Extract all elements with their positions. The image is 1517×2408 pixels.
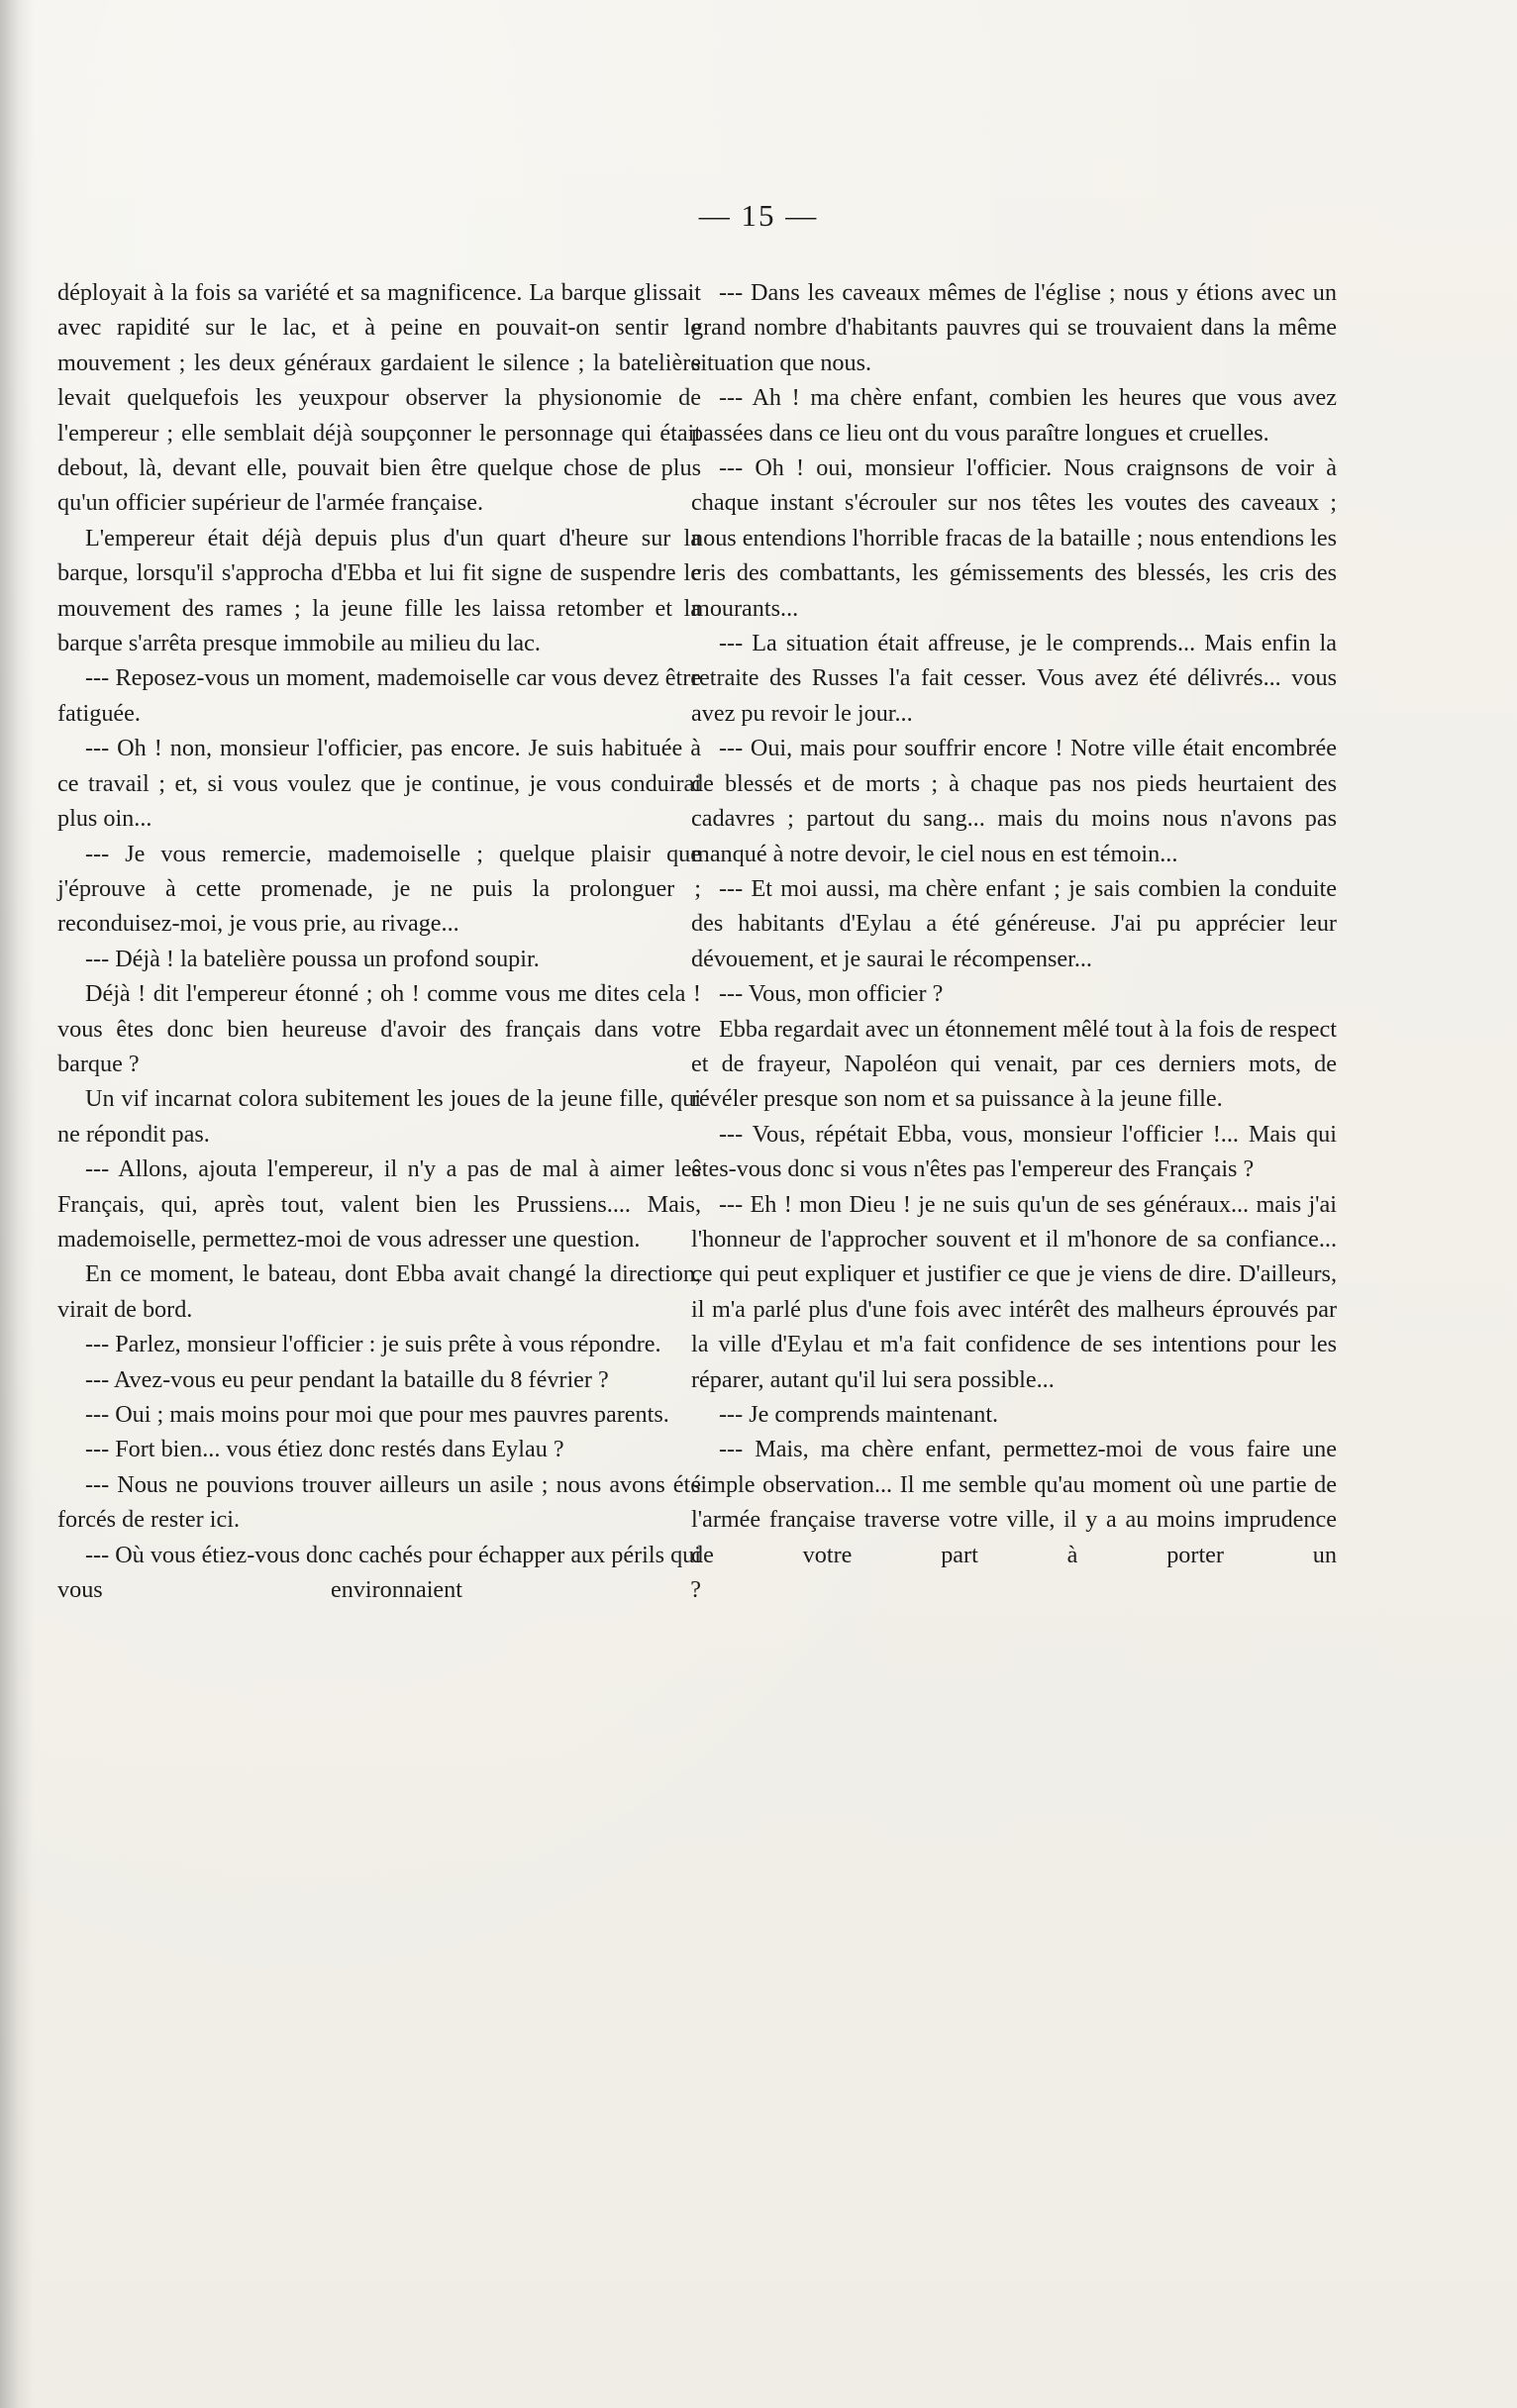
paragraph: --- Fort bien... vous étiez donc restés dans Eylau ? (85, 1436, 564, 1463)
paragraph: --- Parlez, monsieur l'officier : je suis prête à vous répondre. (85, 1331, 661, 1358)
paragraph: --- Je vous remercie, mademoiselle ; quelque plaisir que j'éprouve à cette promenade, je ne puis la prolonguer ; reconduisez-moi, je vous prie, au rivage... (57, 840, 701, 938)
left-text-column (57, 275, 701, 1607)
paragraph: --- Et moi aussi, ma chère enfant ; je sais combien la conduite des habitants d'Eylau a été généreuse. J'ai pu apprécier leur dévouement, et je saurai le récompenser... (691, 874, 1337, 972)
paragraph: --- Mais, ma chère enfant, permettez-moi de vous faire une simple observation... Il me semble qu'au moment où une partie de l'armée française traverse votre ville, il y a au moins imprudence de votre part à porter un (691, 1436, 1337, 1568)
paragraph: --- Reposez-vous un moment, mademoiselle car vous devez être fatiguée. (57, 664, 701, 727)
paragraph: --- Oh ! non, monsieur l'officier, pas encore. Je suis habituée à ce travail ; et, si vous voulez que je continue, je vous conduirai plus oin... (57, 735, 701, 833)
paragraph: --- Je comprends maintenant. (719, 1401, 999, 1428)
paragraph: --- Déjà ! la batelière poussa un profond soupir. (85, 945, 540, 972)
binding-edge-shadow (0, 0, 34, 2408)
paragraph: --- Dans les caveaux mêmes de l'église ; nous y étions avec un grand nombre d'habitants pauvres qui se trouvaient dans la même situation que nous. (691, 279, 1337, 376)
paragraph: En ce moment, le bateau, dont Ebba avait changé la direction, virait de bord. (57, 1260, 701, 1323)
paragraph: déployait à la fois sa variété et sa magnificence. La barque glissait avec rapidité sur le lac, et à peine en pouvait-on sentir le mouvement ; les deux généraux gardaient le silence ; la batelière levait quelquefois les yeuxpour observer la physionomie de l'empereur ; elle semblait déjà soupçonner le personnage qui était debout, là, devant elle, pouvait bien être quelque chose de plus qu'un officier supérieur de l'armée française. (57, 279, 701, 517)
paragraph: Déjà ! dit l'empereur étonné ; oh ! comme vous me dites cela ! vous êtes donc bien heureuse d'avoir des français dans votre barque ? (57, 980, 701, 1077)
paragraph: Ebba regardait avec un étonnement mêlé tout à la fois de respect et de frayeur, Napoléon qui venait, par ces derniers mots, de révéler presque son nom et sa puissance à la jeune fille. (691, 1015, 1337, 1113)
paragraph: --- Oui ; mais moins pour moi que pour mes pauvres parents. (85, 1401, 669, 1428)
paragraph: --- Nous ne pouvions trouver ailleurs un asile ; nous avons été forcés de rester ici. (57, 1470, 701, 1534)
paragraph: --- Ah ! ma chère enfant, combien les heures que vous avez passées dans ce lieu ont du vous paraître longues et cruelles. (691, 384, 1337, 447)
right-text-column (691, 275, 1337, 1572)
page-number: — 15 — (698, 198, 819, 233)
paragraph: L'empereur était déjà depuis plus d'un quart d'heure sur la barque, lorsqu'il s'approcha d'Ebba et lui fit signe de suspendre le mouvement des rames ; la jeune fille les laissa retomber et la barque s'arrêta presque immobile au milieu du lac. (57, 524, 701, 657)
paragraph: --- Oui, mais pour souffrir encore ! Notre ville était encombrée de blessés et de morts ; à chaque pas nos pieds heurtaient des cadavres ; partout du sang... mais du moins nous n'avons pas manqué à notre devoir, le ciel nous en est témoin... (691, 735, 1337, 867)
paragraph: --- Allons, ajouta l'empereur, il n'y a pas de mal à aimer les Français, qui, après tout, valent bien les Prussiens.... Mais, mademoiselle, permettez-moi de vous adresser une question. (57, 1155, 701, 1253)
paragraph: --- Vous, répétait Ebba, vous, monsieur l'officier !... Mais qui êtes-vous donc si vous n'êtes pas l'empereur des Français ? (691, 1120, 1337, 1183)
paragraph: --- La situation était affreuse, je le comprends... Mais enfin la retraite des Russes l'a fait cesser. Vous avez été délivrés... vous avez pu revoir le jour... (691, 630, 1337, 727)
paragraph: --- Eh ! mon Dieu ! je ne suis qu'un de ses généraux... mais j'ai l'honneur de l'approcher souvent et il m'honore de sa confiance... ce qui peut expliquer et justifier ce que je viens de dire. D'ailleurs, il m'a parlé plus d'une fois avec intérêt des malheurs éprouvés par la ville d'Eylau et m'a fait confidence de ses intentions pour les réparer, autant qu'il lui sera possible... (691, 1190, 1337, 1393)
paragraph: Un vif incarnat colora subitement les joues de la jeune fille, qui ne répondit pas. (57, 1085, 701, 1148)
paragraph: --- Où vous étiez-vous donc cachés pour échapper aux périls qui vous environnaient ? (57, 1541, 701, 1604)
paragraph: --- Vous, mon officier ? (719, 980, 944, 1008)
paragraph: --- Oh ! oui, monsieur l'officier. Nous craignsons de voir à chaque instant s'écrouler sur nos têtes les voutes des caveaux ; nous entendions l'horrible fracas de la bataille ; nous entendions les cris des combattants, les gémissements des blessés, les cris des mourants... (691, 454, 1337, 622)
paragraph: --- Avez-vous eu peur pendant la bataille du 8 février ? (85, 1365, 609, 1393)
